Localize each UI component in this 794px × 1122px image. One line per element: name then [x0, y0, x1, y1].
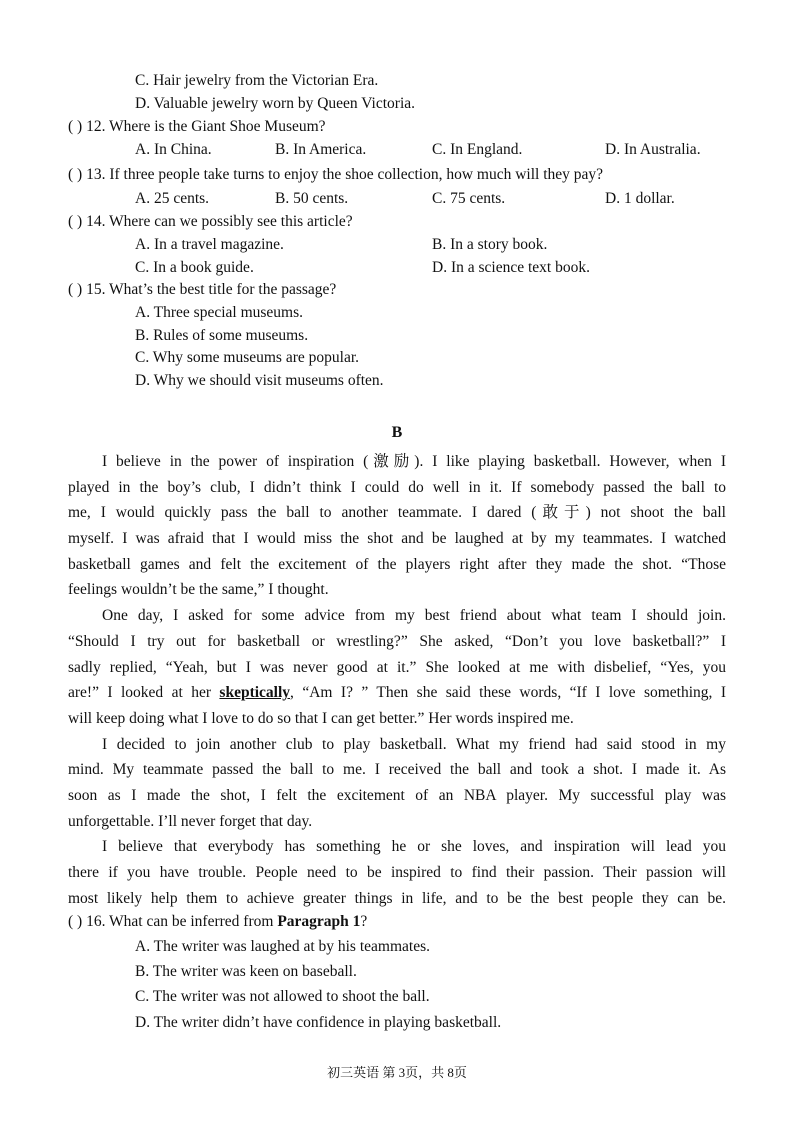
section-title: B: [391, 424, 403, 441]
keyword-skeptically: skeptically: [219, 684, 291, 702]
question-stem-end: ?: [360, 913, 368, 930]
option-d: D. The writer didn’t have confidence in playing basketball.: [135, 1014, 502, 1031]
passage-text: , “Am I? ” Then she said these words, “If I love something, I: [290, 684, 726, 702]
option-d: D. 1 dollar.: [605, 190, 675, 207]
passage-line: most likely help them to achieve greater things in life, and to be the best people they can be.: [68, 889, 726, 907]
option-b: B. In a story book.: [432, 236, 548, 253]
answer-bracket[interactable]: ( ): [68, 118, 83, 135]
passage-line: basketball games and felt the excitement of the players right after they made the shot. “Those: [68, 555, 726, 573]
passage-text: are!” I looked at her: [68, 684, 220, 702]
passage: [68, 449, 726, 911]
option-c: C. In England.: [432, 141, 523, 158]
passage-line: mind. My teammate passed the ball to me. I received the ball and took a shot. I made it. As: [68, 761, 726, 779]
passage-line: myself. I was afraid that I would miss the shot and be laughed at by my teammates. I watched: [68, 530, 726, 548]
answer-bracket[interactable]: ( ): [68, 166, 83, 183]
option-d: D. In Australia.: [605, 141, 701, 158]
option-b: B. 50 cents.: [275, 190, 349, 207]
question-stem-bold: Paragraph 1: [277, 913, 361, 930]
passage-line: I believe in the power of inspiration (激励). I like playing basketball. However, when I: [102, 453, 726, 470]
option-a: A. The writer was laughed at by his teammates.: [135, 938, 430, 955]
option-b: B. The writer was keen on baseball.: [135, 963, 357, 980]
question-12: [68, 117, 326, 137]
passage-line-with-keyword: [68, 680, 726, 706]
option-a: A. In a travel magazine.: [135, 236, 284, 253]
option-c: C. Why some museums are popular.: [135, 349, 360, 366]
passage-line: there if you have trouble. People need to be inspired to find their passion. Their passion will: [68, 864, 726, 881]
option-b: B. Rules of some museums.: [135, 327, 309, 344]
answer-bracket[interactable]: ( ): [68, 281, 83, 298]
answer-bracket[interactable]: ( ): [68, 213, 83, 230]
option-a: A. 25 cents.: [135, 190, 210, 207]
passage-line: will keep doing what I love to do so that I can get better.” Her words inspired me.: [68, 709, 574, 727]
option-a: A. Three special museums.: [135, 304, 304, 321]
passage-line: soon as I made the shot, I felt the excitement of an NBA player. My successful play was: [68, 786, 726, 804]
option-c-q11: C. Hair jewelry from the Victorian Era.: [135, 72, 379, 89]
question-16: [68, 912, 367, 932]
option-a: A. In China.: [135, 141, 212, 158]
option-b: B. In America.: [275, 141, 367, 158]
passage-line: One day, I asked for some advice from my best friend about what team I should join.: [102, 607, 726, 625]
question-stem: 15. What’s the best title for the passage?: [86, 281, 337, 298]
passage-line: sadly replied, “Yeah, but I was never good at it.” She looked at me with disbelief, “Yes, you: [68, 658, 726, 676]
passage-line: I decided to join another club to play basketball. What my friend had said stood in my: [102, 735, 726, 753]
option-c: C. The writer was not allowed to shoot the ball.: [135, 988, 430, 1005]
question-stem: 12. Where is the Giant Shoe Museum?: [86, 118, 326, 135]
passage-line: played in the boy’s club, I didn’t think I could do well in it. If somebody passed the ball to: [68, 478, 726, 496]
option-d-q11: D. Valuable jewelry worn by Queen Victoria.: [135, 95, 415, 112]
option-d: D. In a science text book.: [432, 259, 590, 276]
question-stem: 16. What can be inferred from: [86, 913, 278, 930]
page-footer: 初三英语 第 3页，共 8页: [327, 1065, 467, 1080]
question-stem: 13. If three people take turns to enjoy the shoe collection, how much will they pay?: [86, 166, 604, 183]
question-stem: 14. Where can we possibly see this article?: [86, 213, 353, 230]
question-13: [68, 165, 603, 185]
answer-bracket[interactable]: ( ): [68, 913, 83, 930]
passage-line: feelings wouldn’t be the same,” I thought.: [68, 581, 329, 599]
passage-line: me, I would quickly pass the ball to another teammate. I dared (敢于) not shoot the ball: [68, 504, 726, 522]
option-c: C. In a book guide.: [135, 259, 254, 276]
question-15: [68, 280, 336, 300]
option-d: D. Why we should visit museums often.: [135, 372, 384, 389]
passage-line: “Should I try out for basketball or wrestling?” She asked, “Don’t you love basketball?” I: [68, 632, 726, 650]
passage-line: unforgettable. I’ll never forget that day.: [68, 812, 313, 830]
option-c: C. 75 cents.: [432, 190, 506, 207]
question-14: [68, 212, 353, 232]
passage-line: I believe that everybody has something he or she loves, and inspiration will lead you: [102, 838, 726, 856]
